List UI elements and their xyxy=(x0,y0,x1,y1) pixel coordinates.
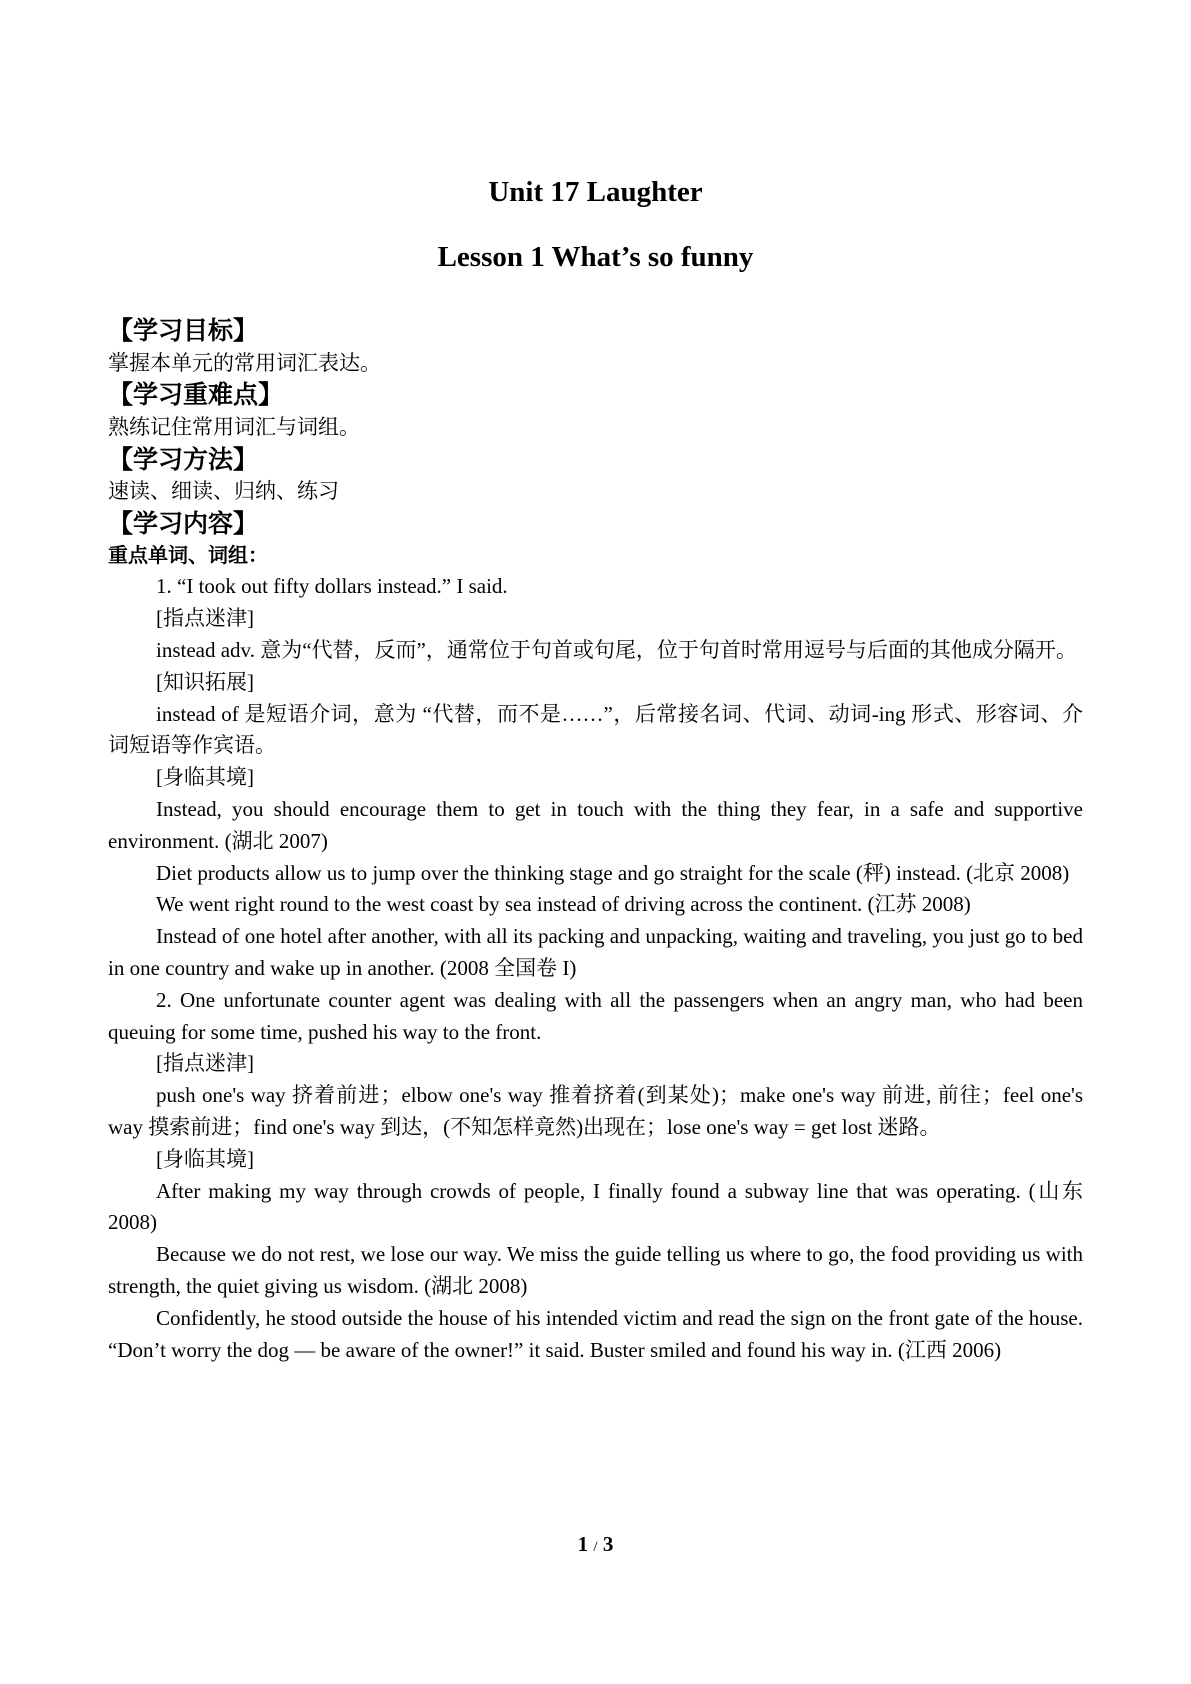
example-sentence: We went right round to the west coast by sea instead of driving across the continent. (江苏 2008) xyxy=(156,892,971,917)
label-context: [身临其境] xyxy=(156,765,254,790)
paragraph: push one's way 挤着前进；elbow one's way 推着挤着(到某处)；make one's way 前进, 前往；feel one's way 摸索前进；find one's way 到达，(不知怎样竟然)出现在；lose one's way = get lost 迷路。 xyxy=(108,1083,1083,1139)
paragraph: instead adv. 意为“代替，反而”，通常位于句首或句尾，位于句首时常用逗号与后面的其他成分隔开。 xyxy=(156,637,1077,662)
content-heading: 【学习内容】 xyxy=(108,508,259,538)
example-sentence: Because we do not rest, we lose our way. We miss the guide telling us where to go, the food providing us with strength, the quiet giving us wisdom. (湖北 2008) xyxy=(108,1242,1083,1298)
paragraph: instead of 是短语介词，意为 “代替，而不是……”，后常接名词、代词、动词-ing 形式、形容词、介词短语等作宾语。 xyxy=(108,701,1083,758)
page-number: 1 xyxy=(577,1532,589,1556)
page-total: 3 xyxy=(602,1532,614,1556)
unit-title: Unit 17 Laughter xyxy=(488,176,703,208)
method-text: 速读、细读、归纳、练习 xyxy=(108,479,339,504)
example-sentence: Instead, you should encourage them to get in touch with the thing they fear, in a safe and supportive environment. (湖北 2007) xyxy=(108,796,1083,853)
focus-text: 熟练记住常用词汇与词组。 xyxy=(108,414,360,439)
page-footer xyxy=(0,1530,1191,1561)
goal-text: 掌握本单元的常用词汇表达。 xyxy=(108,350,381,375)
vocab-heading: 重点单词、词组： xyxy=(108,543,268,568)
paragraph: 2. One unfortunate counter agent was dealing with all the passengers when an angry man, who had been queuing for some time, pushed his way to the front. xyxy=(108,987,1083,1044)
example-sentence: Instead of one hotel after another, with all its packing and unpacking, waiting and traveling, you just go to bed in one country and wake up in another. (2008 全国卷 I) xyxy=(108,924,1083,980)
example-sentence: Diet products allow us to jump over the thinking stage and go straight for the scale (秤) instead. (北京 2008) xyxy=(156,860,1070,885)
page-separator: / xyxy=(593,1539,598,1555)
example-sentence: Confidently, he stood outside the house of his intended victim and read the sign on the front gate of the house. “Don’t worry the dog — be aware of the owner!” it said. Buster smiled and found his way in. (江西 2006) xyxy=(108,1305,1083,1362)
method-heading: 【学习方法】 xyxy=(108,444,259,474)
label-tip: [指点迷津] xyxy=(156,1051,254,1076)
lesson-title: Lesson 1 What’s so funny xyxy=(437,241,754,273)
label-context: [身临其境] xyxy=(156,1146,254,1171)
example-sentence: After making my way through crowds of people, I finally found a subway line that was operating. (山东 2008) xyxy=(108,1178,1083,1235)
document-body xyxy=(108,315,1083,1366)
paragraph: 1. “I took out fifty dollars instead.” I said. xyxy=(156,574,508,599)
label-tip: [指点迷津] xyxy=(156,606,254,631)
focus-heading: 【学习重难点】 xyxy=(108,380,284,410)
label-extension: [知识拓展] xyxy=(156,669,254,694)
goal-heading: 【学习目标】 xyxy=(108,316,259,345)
